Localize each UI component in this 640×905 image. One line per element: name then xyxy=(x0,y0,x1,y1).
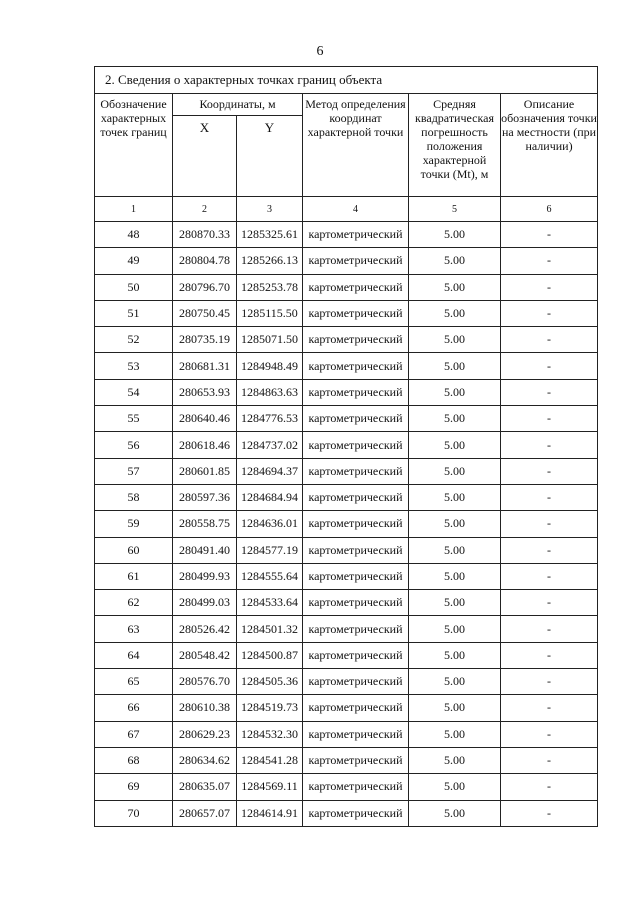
method: картометрический xyxy=(303,747,409,773)
error-value: 5.00 xyxy=(409,695,501,721)
point-number: 53 xyxy=(95,353,173,379)
description: - xyxy=(501,274,598,300)
coord-x: 280499.93 xyxy=(173,563,237,589)
error-value: 5.00 xyxy=(409,800,501,826)
section-title: 2. Сведения о характерных точках границ объекта xyxy=(95,67,598,94)
point-number: 55 xyxy=(95,406,173,432)
point-number: 66 xyxy=(95,695,173,721)
description: - xyxy=(501,379,598,405)
method: картометрический xyxy=(303,327,409,353)
method: картометрический xyxy=(303,669,409,695)
error-value: 5.00 xyxy=(409,774,501,800)
point-number: 65 xyxy=(95,669,173,695)
error-value: 5.00 xyxy=(409,353,501,379)
method: картометрический xyxy=(303,800,409,826)
description: - xyxy=(501,590,598,616)
table-row xyxy=(95,379,598,405)
table-row xyxy=(95,300,598,326)
description: - xyxy=(501,695,598,721)
error-value: 5.00 xyxy=(409,511,501,537)
coord-y: 1284501.32 xyxy=(237,616,303,642)
coord-y: 1284569.11 xyxy=(237,774,303,800)
error-value: 5.00 xyxy=(409,616,501,642)
error-value: 5.00 xyxy=(409,590,501,616)
description: - xyxy=(501,563,598,589)
description: - xyxy=(501,248,598,274)
description: - xyxy=(501,406,598,432)
method: картометрический xyxy=(303,300,409,326)
column-number: 5 xyxy=(409,197,501,222)
table-row xyxy=(95,590,598,616)
coord-x: 280796.70 xyxy=(173,274,237,300)
coord-y: 1284776.53 xyxy=(237,406,303,432)
table-row xyxy=(95,353,598,379)
point-number: 59 xyxy=(95,511,173,537)
point-number: 64 xyxy=(95,642,173,668)
error-value: 5.00 xyxy=(409,563,501,589)
coord-y: 1284532.30 xyxy=(237,721,303,747)
description: - xyxy=(501,300,598,326)
point-number: 70 xyxy=(95,800,173,826)
description: - xyxy=(501,747,598,773)
table-row xyxy=(95,800,598,826)
method: картометрический xyxy=(303,484,409,510)
coord-x: 280548.42 xyxy=(173,642,237,668)
coord-x: 280735.19 xyxy=(173,327,237,353)
column-number: 2 xyxy=(173,197,237,222)
coord-y: 1285325.61 xyxy=(237,222,303,248)
header-x: X xyxy=(173,116,237,197)
method: картометрический xyxy=(303,274,409,300)
point-number: 49 xyxy=(95,248,173,274)
coord-y: 1284863.63 xyxy=(237,379,303,405)
method: картометрический xyxy=(303,616,409,642)
coord-x: 280681.31 xyxy=(173,353,237,379)
coord-x: 280499.03 xyxy=(173,590,237,616)
error-value: 5.00 xyxy=(409,222,501,248)
method: картометрический xyxy=(303,642,409,668)
description: - xyxy=(501,642,598,668)
table-row xyxy=(95,642,598,668)
coord-y: 1284519.73 xyxy=(237,695,303,721)
coord-y: 1284555.64 xyxy=(237,563,303,589)
point-number: 51 xyxy=(95,300,173,326)
coord-x: 280657.07 xyxy=(173,800,237,826)
coord-y: 1284737.02 xyxy=(237,432,303,458)
method: картометрический xyxy=(303,511,409,537)
point-number: 69 xyxy=(95,774,173,800)
description: - xyxy=(501,511,598,537)
table-row xyxy=(95,274,598,300)
coord-y: 1284694.37 xyxy=(237,458,303,484)
coord-x: 280491.40 xyxy=(173,537,237,563)
error-value: 5.00 xyxy=(409,379,501,405)
header-error: Средняя квадратическая погрешность положения характерной точки (Mt), м xyxy=(409,94,501,197)
method: картометрический xyxy=(303,590,409,616)
point-number: 61 xyxy=(95,563,173,589)
point-number: 57 xyxy=(95,458,173,484)
table-row xyxy=(95,774,598,800)
coord-x: 280597.36 xyxy=(173,484,237,510)
coord-y: 1284636.01 xyxy=(237,511,303,537)
header-designation: Обозначение характерных точек границ xyxy=(95,94,173,197)
error-value: 5.00 xyxy=(409,721,501,747)
table-row xyxy=(95,616,598,642)
error-value: 5.00 xyxy=(409,458,501,484)
description: - xyxy=(501,353,598,379)
error-value: 5.00 xyxy=(409,248,501,274)
point-number: 52 xyxy=(95,327,173,353)
description: - xyxy=(501,774,598,800)
point-number: 68 xyxy=(95,747,173,773)
table-row xyxy=(95,563,598,589)
description: - xyxy=(501,484,598,510)
table-row xyxy=(95,458,598,484)
coord-y: 1284948.49 xyxy=(237,353,303,379)
method: картометрический xyxy=(303,537,409,563)
table-row xyxy=(95,511,598,537)
table-row xyxy=(95,432,598,458)
point-number: 62 xyxy=(95,590,173,616)
coord-x: 280804.78 xyxy=(173,248,237,274)
coord-y: 1284614.91 xyxy=(237,800,303,826)
coord-y: 1285266.13 xyxy=(237,248,303,274)
error-value: 5.00 xyxy=(409,747,501,773)
table-row xyxy=(95,669,598,695)
method: картометрический xyxy=(303,721,409,747)
coord-x: 280558.75 xyxy=(173,511,237,537)
table-row xyxy=(95,248,598,274)
column-number: 1 xyxy=(95,197,173,222)
method: картометрический xyxy=(303,774,409,800)
coord-y: 1284577.19 xyxy=(237,537,303,563)
coord-y: 1284500.87 xyxy=(237,642,303,668)
column-number: 6 xyxy=(501,197,598,222)
point-number: 56 xyxy=(95,432,173,458)
coord-y: 1284533.64 xyxy=(237,590,303,616)
column-number: 3 xyxy=(237,197,303,222)
coord-y: 1285071.50 xyxy=(237,327,303,353)
method: картометрический xyxy=(303,222,409,248)
method: картометрический xyxy=(303,695,409,721)
description: - xyxy=(501,537,598,563)
error-value: 5.00 xyxy=(409,537,501,563)
coord-y: 1284684.94 xyxy=(237,484,303,510)
header-method: Метод определения координат характерной точки xyxy=(303,94,409,197)
point-number: 67 xyxy=(95,721,173,747)
table-row xyxy=(95,695,598,721)
table-row xyxy=(95,327,598,353)
point-number: 63 xyxy=(95,616,173,642)
point-number: 60 xyxy=(95,537,173,563)
coord-x: 280629.23 xyxy=(173,721,237,747)
error-value: 5.00 xyxy=(409,432,501,458)
method: картометрический xyxy=(303,458,409,484)
coord-x: 280635.07 xyxy=(173,774,237,800)
coord-x: 280870.33 xyxy=(173,222,237,248)
coord-x: 280634.62 xyxy=(173,747,237,773)
coord-y: 1285253.78 xyxy=(237,274,303,300)
table-row xyxy=(95,537,598,563)
description: - xyxy=(501,669,598,695)
description: - xyxy=(501,616,598,642)
boundary-points-table xyxy=(94,66,598,827)
point-number: 50 xyxy=(95,274,173,300)
error-value: 5.00 xyxy=(409,300,501,326)
table-row xyxy=(95,406,598,432)
table-row xyxy=(95,721,598,747)
column-numbers-row xyxy=(95,197,598,222)
method: картометрический xyxy=(303,353,409,379)
coord-y: 1284505.36 xyxy=(237,669,303,695)
description: - xyxy=(501,458,598,484)
table-row xyxy=(95,484,598,510)
description: - xyxy=(501,327,598,353)
coord-x: 280610.38 xyxy=(173,695,237,721)
error-value: 5.00 xyxy=(409,642,501,668)
point-number: 58 xyxy=(95,484,173,510)
coord-x: 280618.46 xyxy=(173,432,237,458)
method: картометрический xyxy=(303,406,409,432)
method: картометрический xyxy=(303,432,409,458)
error-value: 5.00 xyxy=(409,327,501,353)
table-row xyxy=(95,222,598,248)
description: - xyxy=(501,222,598,248)
description: - xyxy=(501,800,598,826)
header-coordinates: Координаты, м xyxy=(173,94,303,116)
coord-x: 280576.70 xyxy=(173,669,237,695)
page-number: 6 xyxy=(316,44,324,59)
point-number: 54 xyxy=(95,379,173,405)
coord-y: 1285115.50 xyxy=(237,300,303,326)
coord-x: 280653.93 xyxy=(173,379,237,405)
coord-x: 280640.46 xyxy=(173,406,237,432)
coord-y: 1284541.28 xyxy=(237,747,303,773)
coord-x: 280526.42 xyxy=(173,616,237,642)
error-value: 5.00 xyxy=(409,484,501,510)
error-value: 5.00 xyxy=(409,406,501,432)
description: - xyxy=(501,721,598,747)
point-number: 48 xyxy=(95,222,173,248)
header-description: Описание обозначения точки на местности (при наличии) xyxy=(501,94,598,197)
column-number: 4 xyxy=(303,197,409,222)
header-y: Y xyxy=(237,116,303,197)
coord-x: 280601.85 xyxy=(173,458,237,484)
method: картометрический xyxy=(303,379,409,405)
table-row xyxy=(95,747,598,773)
coord-x: 280750.45 xyxy=(173,300,237,326)
description: - xyxy=(501,432,598,458)
error-value: 5.00 xyxy=(409,669,501,695)
error-value: 5.00 xyxy=(409,274,501,300)
method: картометрический xyxy=(303,248,409,274)
method: картометрический xyxy=(303,563,409,589)
